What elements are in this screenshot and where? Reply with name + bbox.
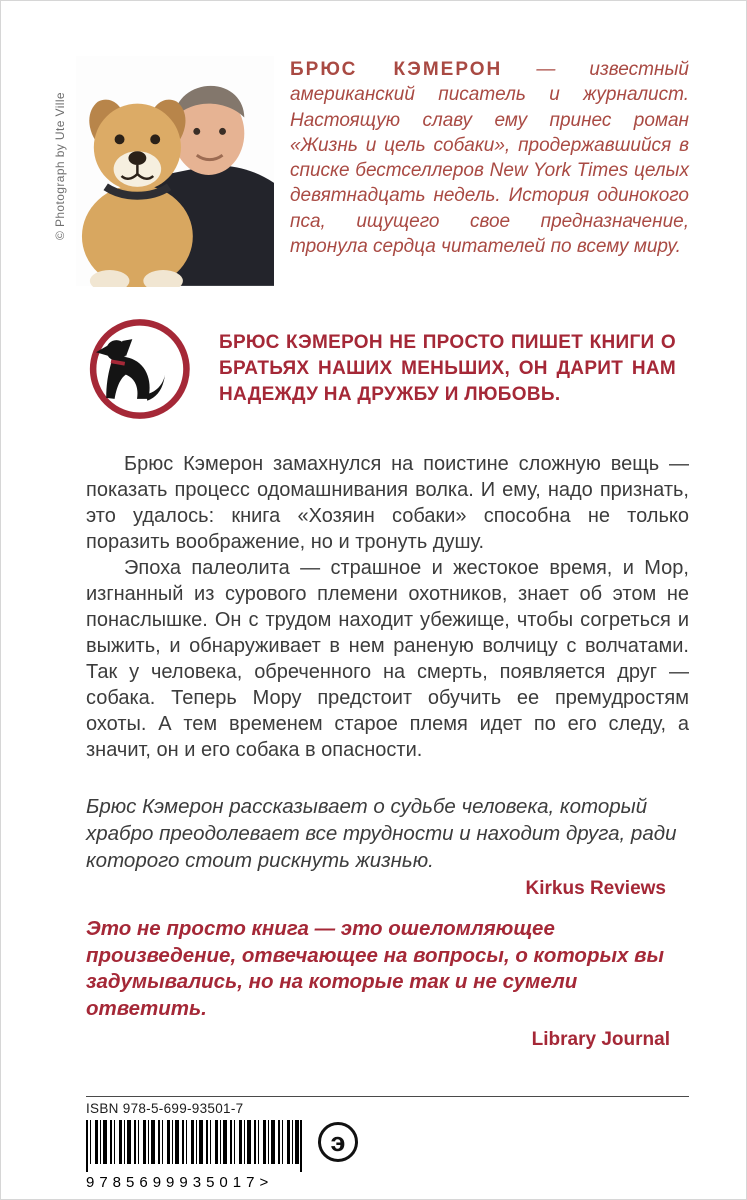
author-name: БРЮС КЭМЕРОН [290,59,503,80]
author-photo [76,55,274,287]
photo-credit: © Photograph by Ute Ville [53,91,67,241]
footer [86,1096,689,1191]
publisher-mark: э [330,1126,346,1157]
barcode-suffix: > [259,1174,274,1191]
review-source-1: Kirkus Reviews [525,878,666,900]
annotation [1,425,746,763]
barcode-row [86,1120,689,1191]
review-quote-2: Это не просто книга — это ошеломляющее произведение, отвечающее на вопросы, о которых вы задумывались, но на которые так и не сумели ответить. [86,917,664,1021]
barcode-bars [86,1120,302,1164]
dog-logo [81,313,193,425]
dog-silhouette-icon [81,313,193,425]
tagline-text: БРЮС КЭМЕРОН НЕ ПРОСТО ПИШЕТ КНИГИ О БРАТЬЯХ НАШИХ МЕНЬШИХ, ОН ДАРИТ НАМ НАДЕЖДУ НА ДРУЖБУ И ЛЮБОВЬ. [219,331,676,406]
annotation-paragraph-1: Брюс Кэмерон замахнулся на поистине сложную вещь — показать процесс одомашнивания волка. И ему, надо признать, это удалось: книга «Хозяин собаки» способна не только поразить воображение, но и тронуть душу. [86,453,689,553]
top-section [1,1,746,287]
barcode-digits [86,1174,302,1191]
isbn-text: ISBN 978-5-699-93501-7 [86,1101,244,1116]
barcode [86,1120,302,1191]
publisher-logo [318,1122,358,1162]
review-quote-1: Брюс Кэмерон рассказывает о судьбе человека, который храбро преодолевает все трудности и находит друга, ради которого стоит рискнуть жизнью. [86,795,677,873]
tagline-section [1,287,746,425]
author-bio [290,55,689,287]
author-bio-text: — известный американский писатель и журналист. Настоящую славу ему принес роман «Жизнь и цель собаки», продержавшийся в списке бестселлеров New York Times целых девятнадцать недель. История одинокого пса, ищущего свое предназначение, тронула сердца читателей по всему миру. [290,59,689,257]
review-source-2: Library Journal [531,1028,670,1050]
annotation-paragraph-2: Эпоха палеолита — страшное и жестокое время, и Мор, изгнанный из сурового племени охотников, знает об этом не понаслышке. Он с трудом находит убежище, чтобы согреться и выжить, и обнаруживает в нем раненую волчицу с волчатами. Так у человека, обреченного на смерть, появляется друг — собака. Теперь Мору предстоит обучить ее премудростям охоты. А тем временем старое племя идет по его следу, а значит, он и его собака в опасности. [86,557,689,761]
man-with-dog-photo [76,55,274,287]
barcode-number: 9785699935017 [86,1174,260,1191]
